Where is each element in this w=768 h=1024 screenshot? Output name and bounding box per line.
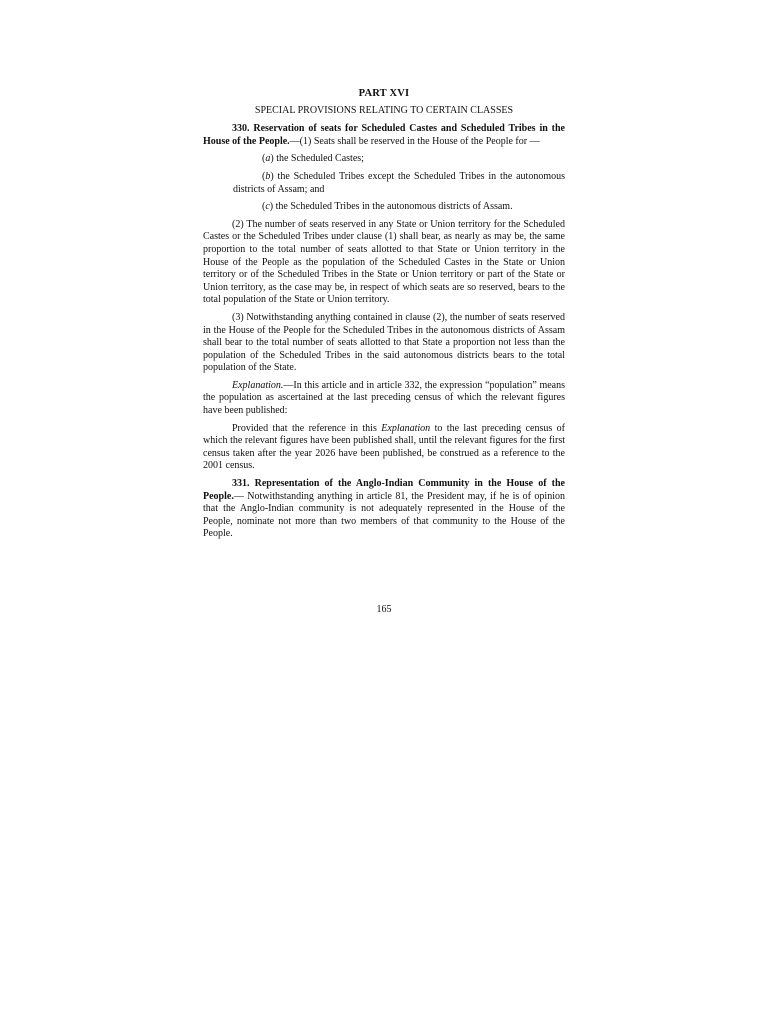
article-330-heading: 330. Reservation of seats for Scheduled Castes and Scheduled Tribes in the House of the People. [203, 123, 565, 147]
article-330-proviso [203, 423, 565, 473]
explanation-label: Explanation. [232, 379, 284, 391]
clause-b-label: b [265, 170, 271, 182]
article-330-clause-3: (3) Notwithstanding anything contained in clause (2), the number of seats reserved in the House of the People for the Scheduled Tribes in the autonomous districts of Assam shall bear to the total number of seats allotted to that State a proportion not less than the population of the Scheduled Tribes in the said autonomous districts bears to the total population of the State. [203, 311, 565, 374]
article-330-explanation [203, 380, 565, 418]
proviso-italic: Explanation [381, 422, 431, 434]
article-331 [203, 478, 565, 541]
article-331-text: — Notwithstanding anything in article 81, the President may, if he is of opinion that the Anglo-Indian community is not adequately represented in the House of the People, nominate not more than two members of that community to the House of the People. [203, 490, 565, 540]
proviso-after: to the last preceding census of which the relevant figures have been published shall, until the relevant figures for the first census taken after the year 2026 have been published, be construed as a reference to the 2001 census. [203, 422, 566, 472]
clause-a-label: a [265, 153, 271, 165]
clause-c-text: the Scheduled Tribes in the autonomous districts of Assam. [273, 201, 513, 213]
clause-c: (c) the Scheduled Tribes in the autonomous districts of Assam. [262, 201, 513, 213]
document-page [203, 88, 565, 546]
part-subtitle: SPECIAL PROVISIONS RELATING TO CERTAIN CLASSES [254, 104, 514, 116]
clause-b: (b) the Scheduled Tribes except the Scheduled Tribes in the autonomous districts of Assam; and [233, 170, 565, 195]
clause-b-text: the Scheduled Tribes except the Scheduled Tribes in the autonomous districts of Assam; and [233, 170, 565, 195]
part-title: PART XVI [358, 88, 410, 99]
clause-a: (a) the Scheduled Castes; [262, 153, 364, 165]
clause-c-label: c [265, 201, 270, 213]
article-331-heading: 331. Representation of the Anglo-Indian Community in the House of the People. [203, 478, 565, 502]
clause-a-text: the Scheduled Castes; [273, 153, 364, 165]
explanation-text: —In this article and in article 332, the expression “population” means the population as ascertained at the last preceding census of which the relevant figures have been published: [203, 379, 565, 417]
page-number: 165 [376, 604, 392, 615]
proviso-before: Provided that the reference in this [232, 422, 382, 434]
article-330-intro [203, 123, 565, 148]
article-330-clause-2: (2) The number of seats reserved in any State or Union territory for the Scheduled Castes or the Scheduled Tribes under clause (1) shall bear, as nearly as may be, the same proportion to the total number of seats allotted to that State or Union territory in the House of the People as the population of the Scheduled Castes in the State or Union territory or of the Scheduled Tribes in the State or Union territory or part of the State or Union territory, as the case may be, in respect of which seats are so reserved, bears to the total population of the State or Union territory. [203, 218, 565, 306]
article-330-clause-1: —(1) Seats shall be reserved in the House of the People for — [289, 135, 540, 147]
